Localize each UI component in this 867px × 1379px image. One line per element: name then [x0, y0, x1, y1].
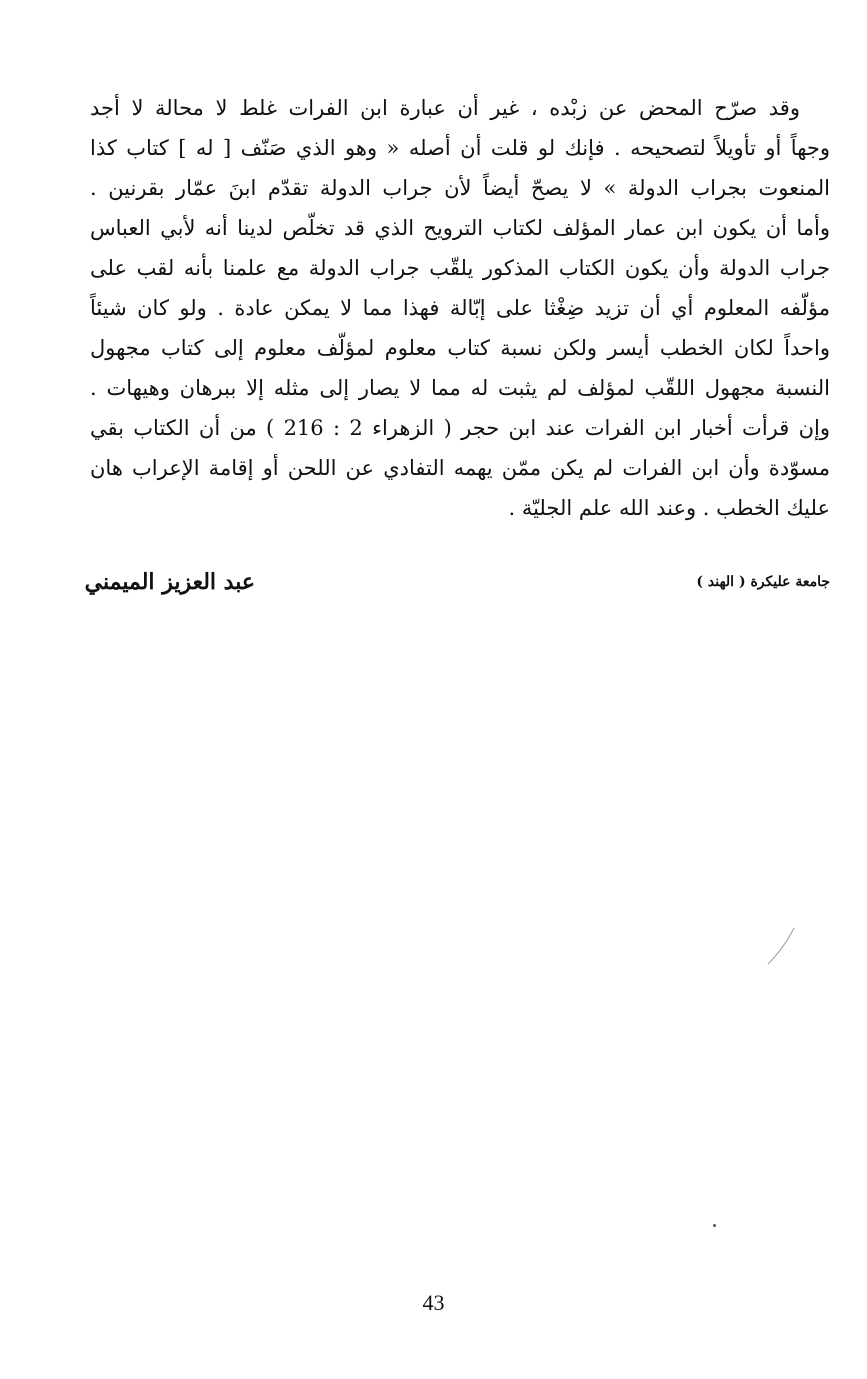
- signature-block: [84, 562, 830, 602]
- body-line: جراب الدولة وأن يكون الكتاب المذكور يلقّب جراب الدولة مع علمنا بأنه لقب على: [90, 256, 830, 280]
- author-name: عبد العزيز الميمني: [84, 569, 255, 595]
- body-line: مؤلّفه المعلوم أي أن تزيد ضِغْثا على إبّالة فهذا مما لا يمكن عادة . ولو كان شيئاً: [90, 296, 830, 320]
- scan-artifact-dot: [713, 1224, 716, 1227]
- body-text: [90, 88, 830, 528]
- body-line: وجهاً أو تأويلاً لتصحيحه . فإنك لو قلت أن أصله « وهو الذي صَنّف [ له ] كتاب كذا: [90, 136, 830, 160]
- page-number: 43: [422, 1290, 445, 1315]
- body-line: وأما أن يكون ابن عمار المؤلف لكتاب الترويح الذي قد تخلّص لدينا أنه لأبي العباس: [90, 216, 830, 240]
- body-line: النسبة مجهول اللقّب لمؤلف لم يثبت له مما لا يصار إلى مثله إلا ببرهان وهيهات .: [90, 376, 830, 400]
- body-line: وإن قرأت أخبار ابن الفرات عند ابن حجر ( الزهراء 2 : 216 ) من أن الكتاب بقي: [90, 416, 830, 440]
- author-affiliation: جامعة عليكرة ( الهند ): [696, 574, 830, 590]
- scan-artifact-mark: [766, 926, 796, 966]
- body-line: مسوّدة وأن ابن الفرات لم يكن ممّن يهمه التفادي عن اللحن أو إقامة الإعراب هان: [90, 456, 830, 480]
- body-line: وقد صرّح المحض عن زبْده ، غير أن عبارة ابن الفرات غلط لا محالة لا أجد: [90, 96, 800, 120]
- body-line: واحداً لكان الخطب أيسر ولكن نسبة كتاب معلوم لمؤلّف معلوم إلى كتاب مجهول: [90, 336, 830, 360]
- body-line: عليك الخطب . وعند الله علم الجليّة .: [508, 496, 830, 520]
- body-line: المنعوت بجراب الدولة » لا يصحّ أيضاً لأن جراب الدولة تقدّم ابنَ عمّار بقرنين .: [90, 176, 830, 200]
